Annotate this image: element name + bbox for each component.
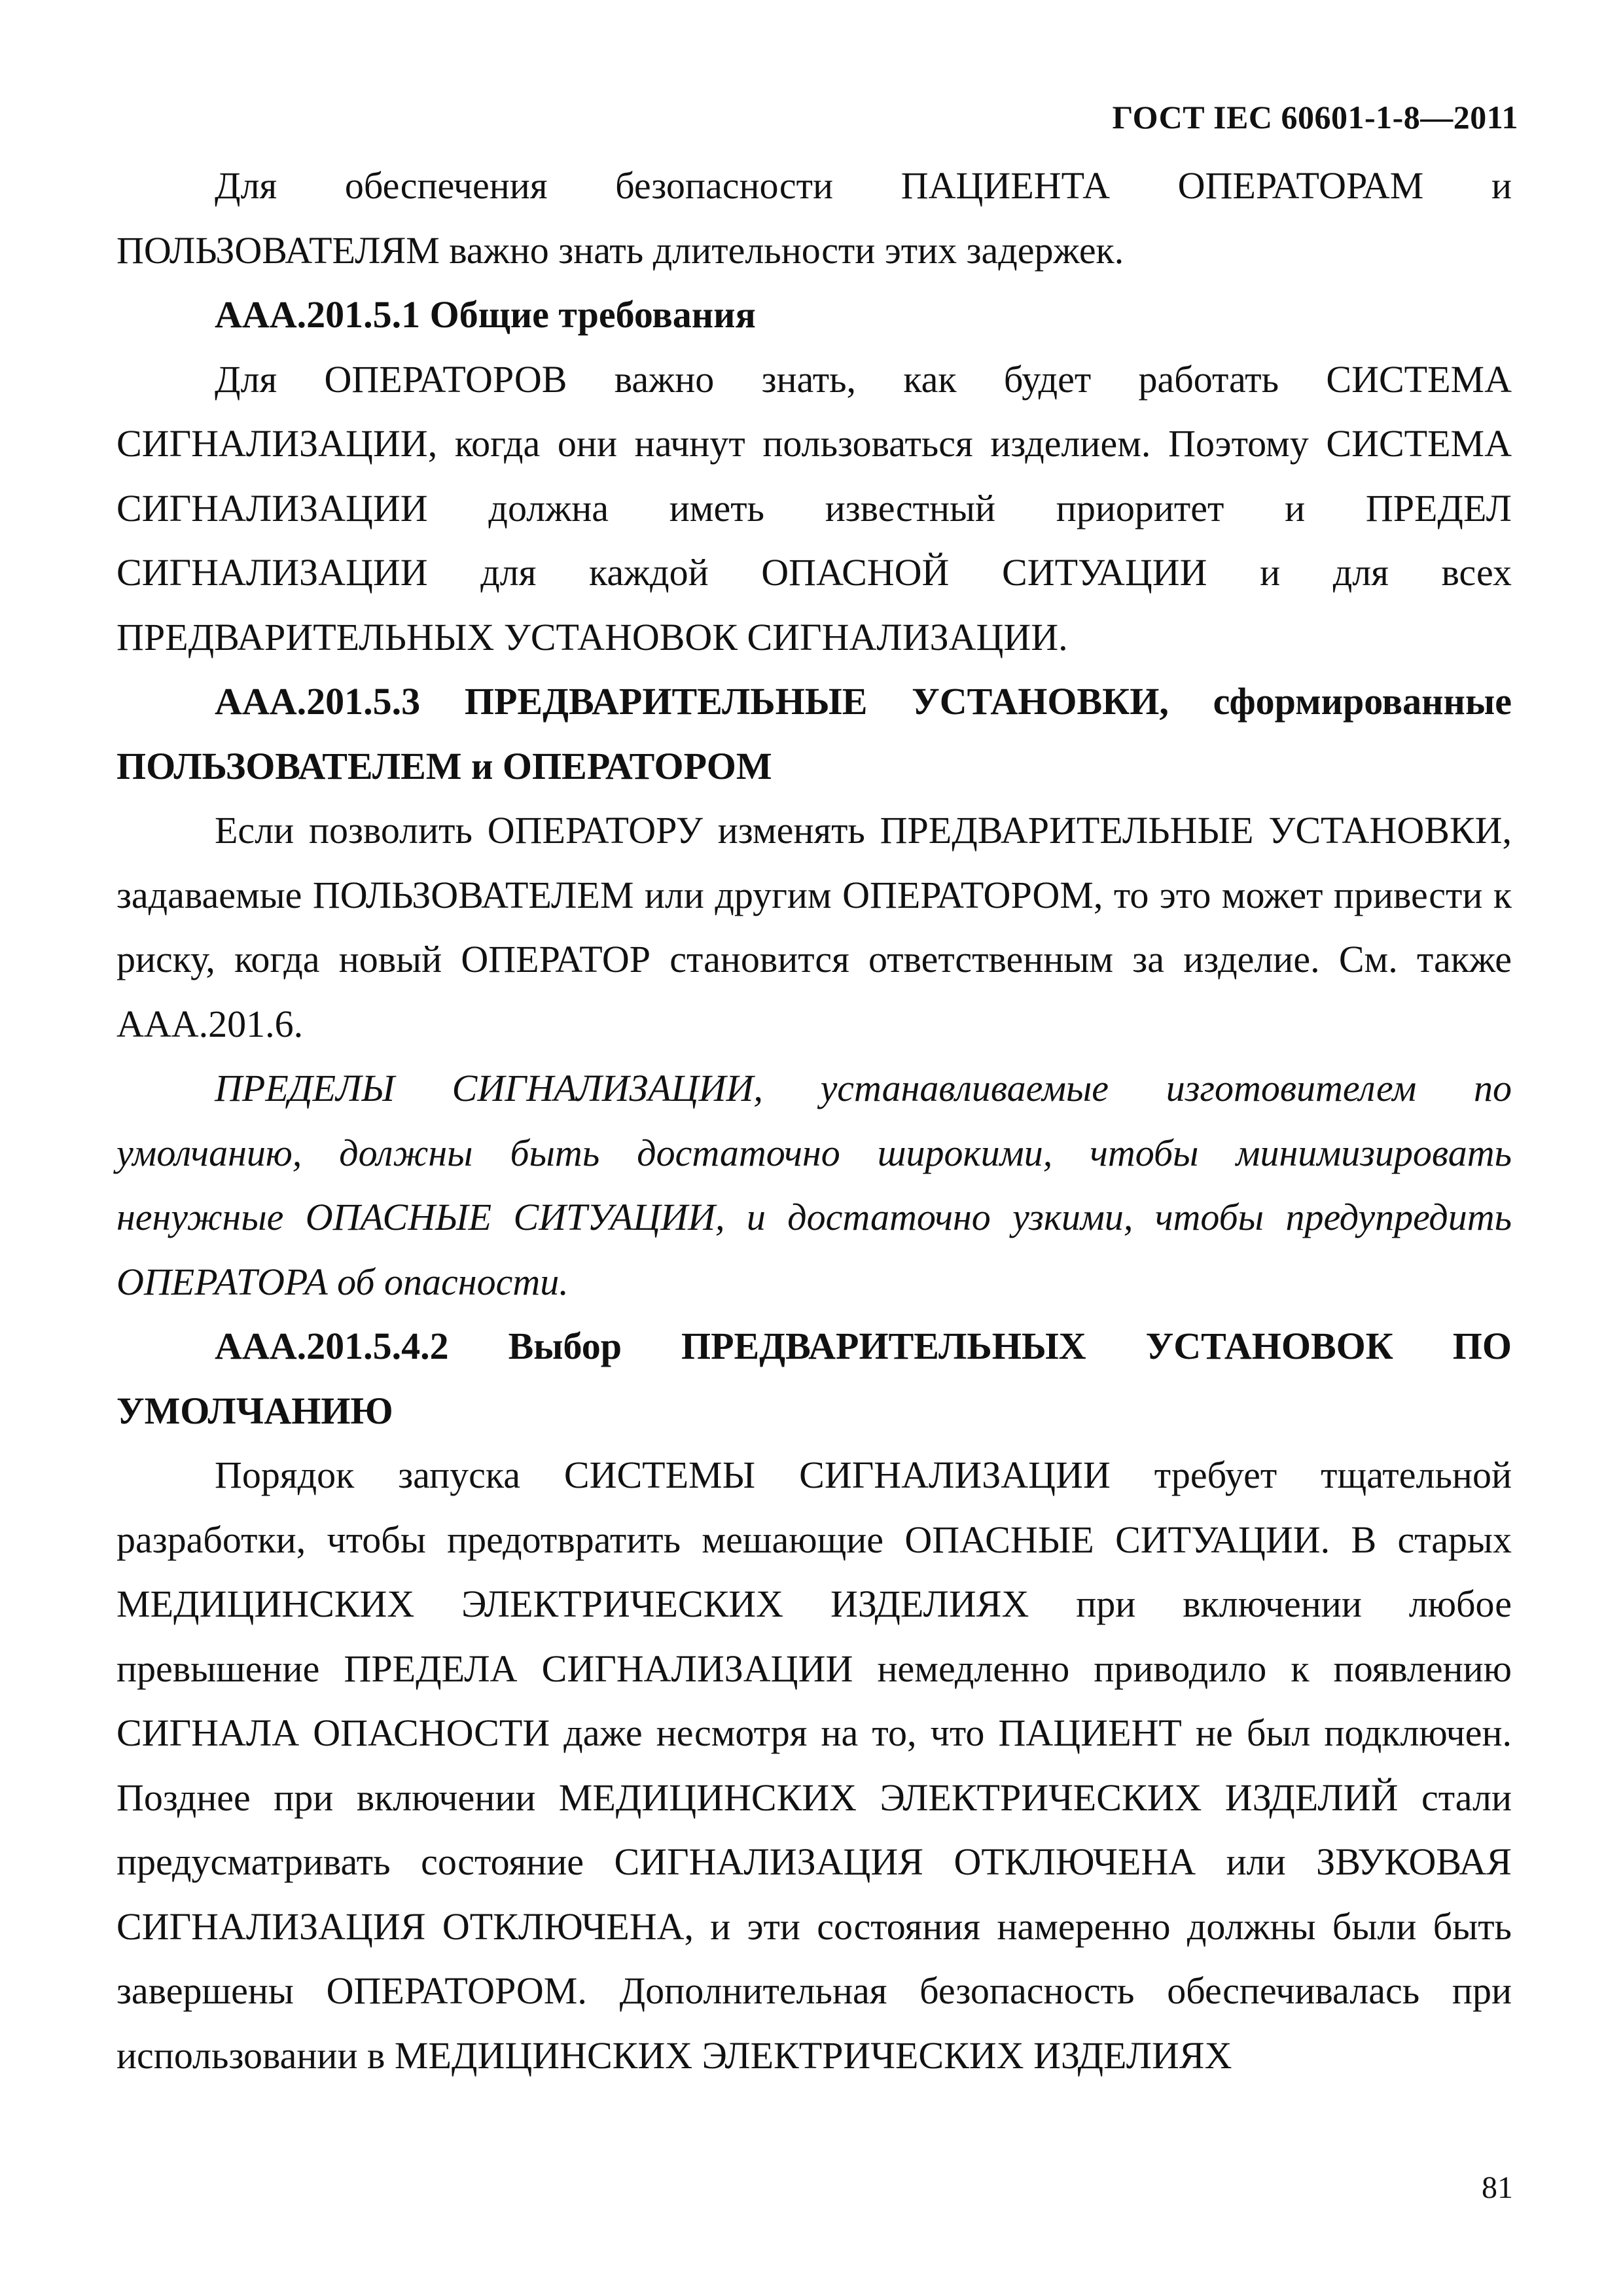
paragraph-1: Для обеспечения безопасности ПАЦИЕНТА ОПЕРАТОРАМ и ПОЛЬЗОВАТЕЛЯМ важно знать длительности этих задержек. [116, 164, 1512, 272]
section-heading-5-1: ААА.201.5.1 Общие требования [215, 293, 756, 336]
page-number: 81 [1482, 2170, 1513, 2205]
document-body [116, 154, 1512, 2088]
paragraph-4: Порядок запуска СИСТЕМЫ СИГНАЛИЗАЦИИ требует тщательной разработки, чтобы предотвратить мешающие ОПАСНЫЕ СИТУАЦИИ. В старых МЕДИЦИНСКИХ ЭЛЕКТРИЧЕСКИХ ИЗДЕЛИЯХ при включении любое превышение ПРЕДЕЛА СИГНАЛИЗАЦИИ немедленно приводило к появлению СИГНАЛА ОПАСНОСТИ даже несмотря на то, что ПАЦИЕНТ не был подключен. Позднее при включении МЕДИЦИНСКИХ ЭЛЕКТРИЧЕСКИХ ИЗДЕЛИЙ стали предусматривать состояние СИГНАЛИЗАЦИЯ ОТКЛЮЧЕНА или ЗВУКОВАЯ СИГНАЛИЗАЦИЯ ОТКЛЮЧЕНА, и эти состояния намеренно должны были быть завершены ОПЕРАТОРОМ. Дополнительная безопасность обеспечивалась при использовании в МЕДИЦИНСКИХ ЭЛЕКТРИЧЕСКИХ ИЗДЕЛИЯХ [116, 1454, 1512, 2077]
italic-note: ПРЕДЕЛЫ СИГНАЛИЗАЦИИ, устанавливаемые изготовителем по умолчанию, должны быть достаточно широкими, чтобы минимизировать ненужные ОПАСНЫЕ СИТУАЦИИ, и достаточно узкими, чтобы предупредить ОПЕРАТОРА об опасности. [116, 1067, 1512, 1303]
paragraph-2: Для ОПЕРАТОРОВ важно знать, как будет работать СИСТЕМА СИГНАЛИЗАЦИИ, когда они начнут пользоваться изделием. Поэтому СИСТЕМА СИГНАЛИЗАЦИИ должна иметь известный приоритет и ПРЕДЕЛ СИГНАЛИЗАЦИИ для каждой ОПАСНОЙ СИТУАЦИИ и для всех ПРЕДВАРИТЕЛЬНЫХ УСТАНОВОК СИГНАЛИЗАЦИИ. [116, 357, 1512, 658]
section-heading-5-3: ААА.201.5.3 ПРЕДВАРИТЕЛЬНЫЕ УСТАНОВКИ, сформированные ПОЛЬЗОВАТЕЛЕМ и ОПЕРАТОРОМ [116, 680, 1512, 787]
section-heading-5-4-2: ААА.201.5.4.2 Выбор ПРЕДВАРИТЕЛЬНЫХ УСТАНОВОК ПО УМОЛЧАНИЮ [116, 1325, 1512, 1432]
paragraph-3: Если позволить ОПЕРАТОРУ изменять ПРЕДВАРИТЕЛЬНЫЕ УСТАНОВКИ, задаваемые ПОЛЬЗОВАТЕЛЕМ или другим ОПЕРАТОРОМ, то это может привести к риску, когда новый ОПЕРАТОР становится ответственным за изделие. См. также ААА.201.6. [116, 809, 1512, 1045]
standard-header: ГОСТ IEC 60601-1-8—2011 [1112, 99, 1518, 135]
